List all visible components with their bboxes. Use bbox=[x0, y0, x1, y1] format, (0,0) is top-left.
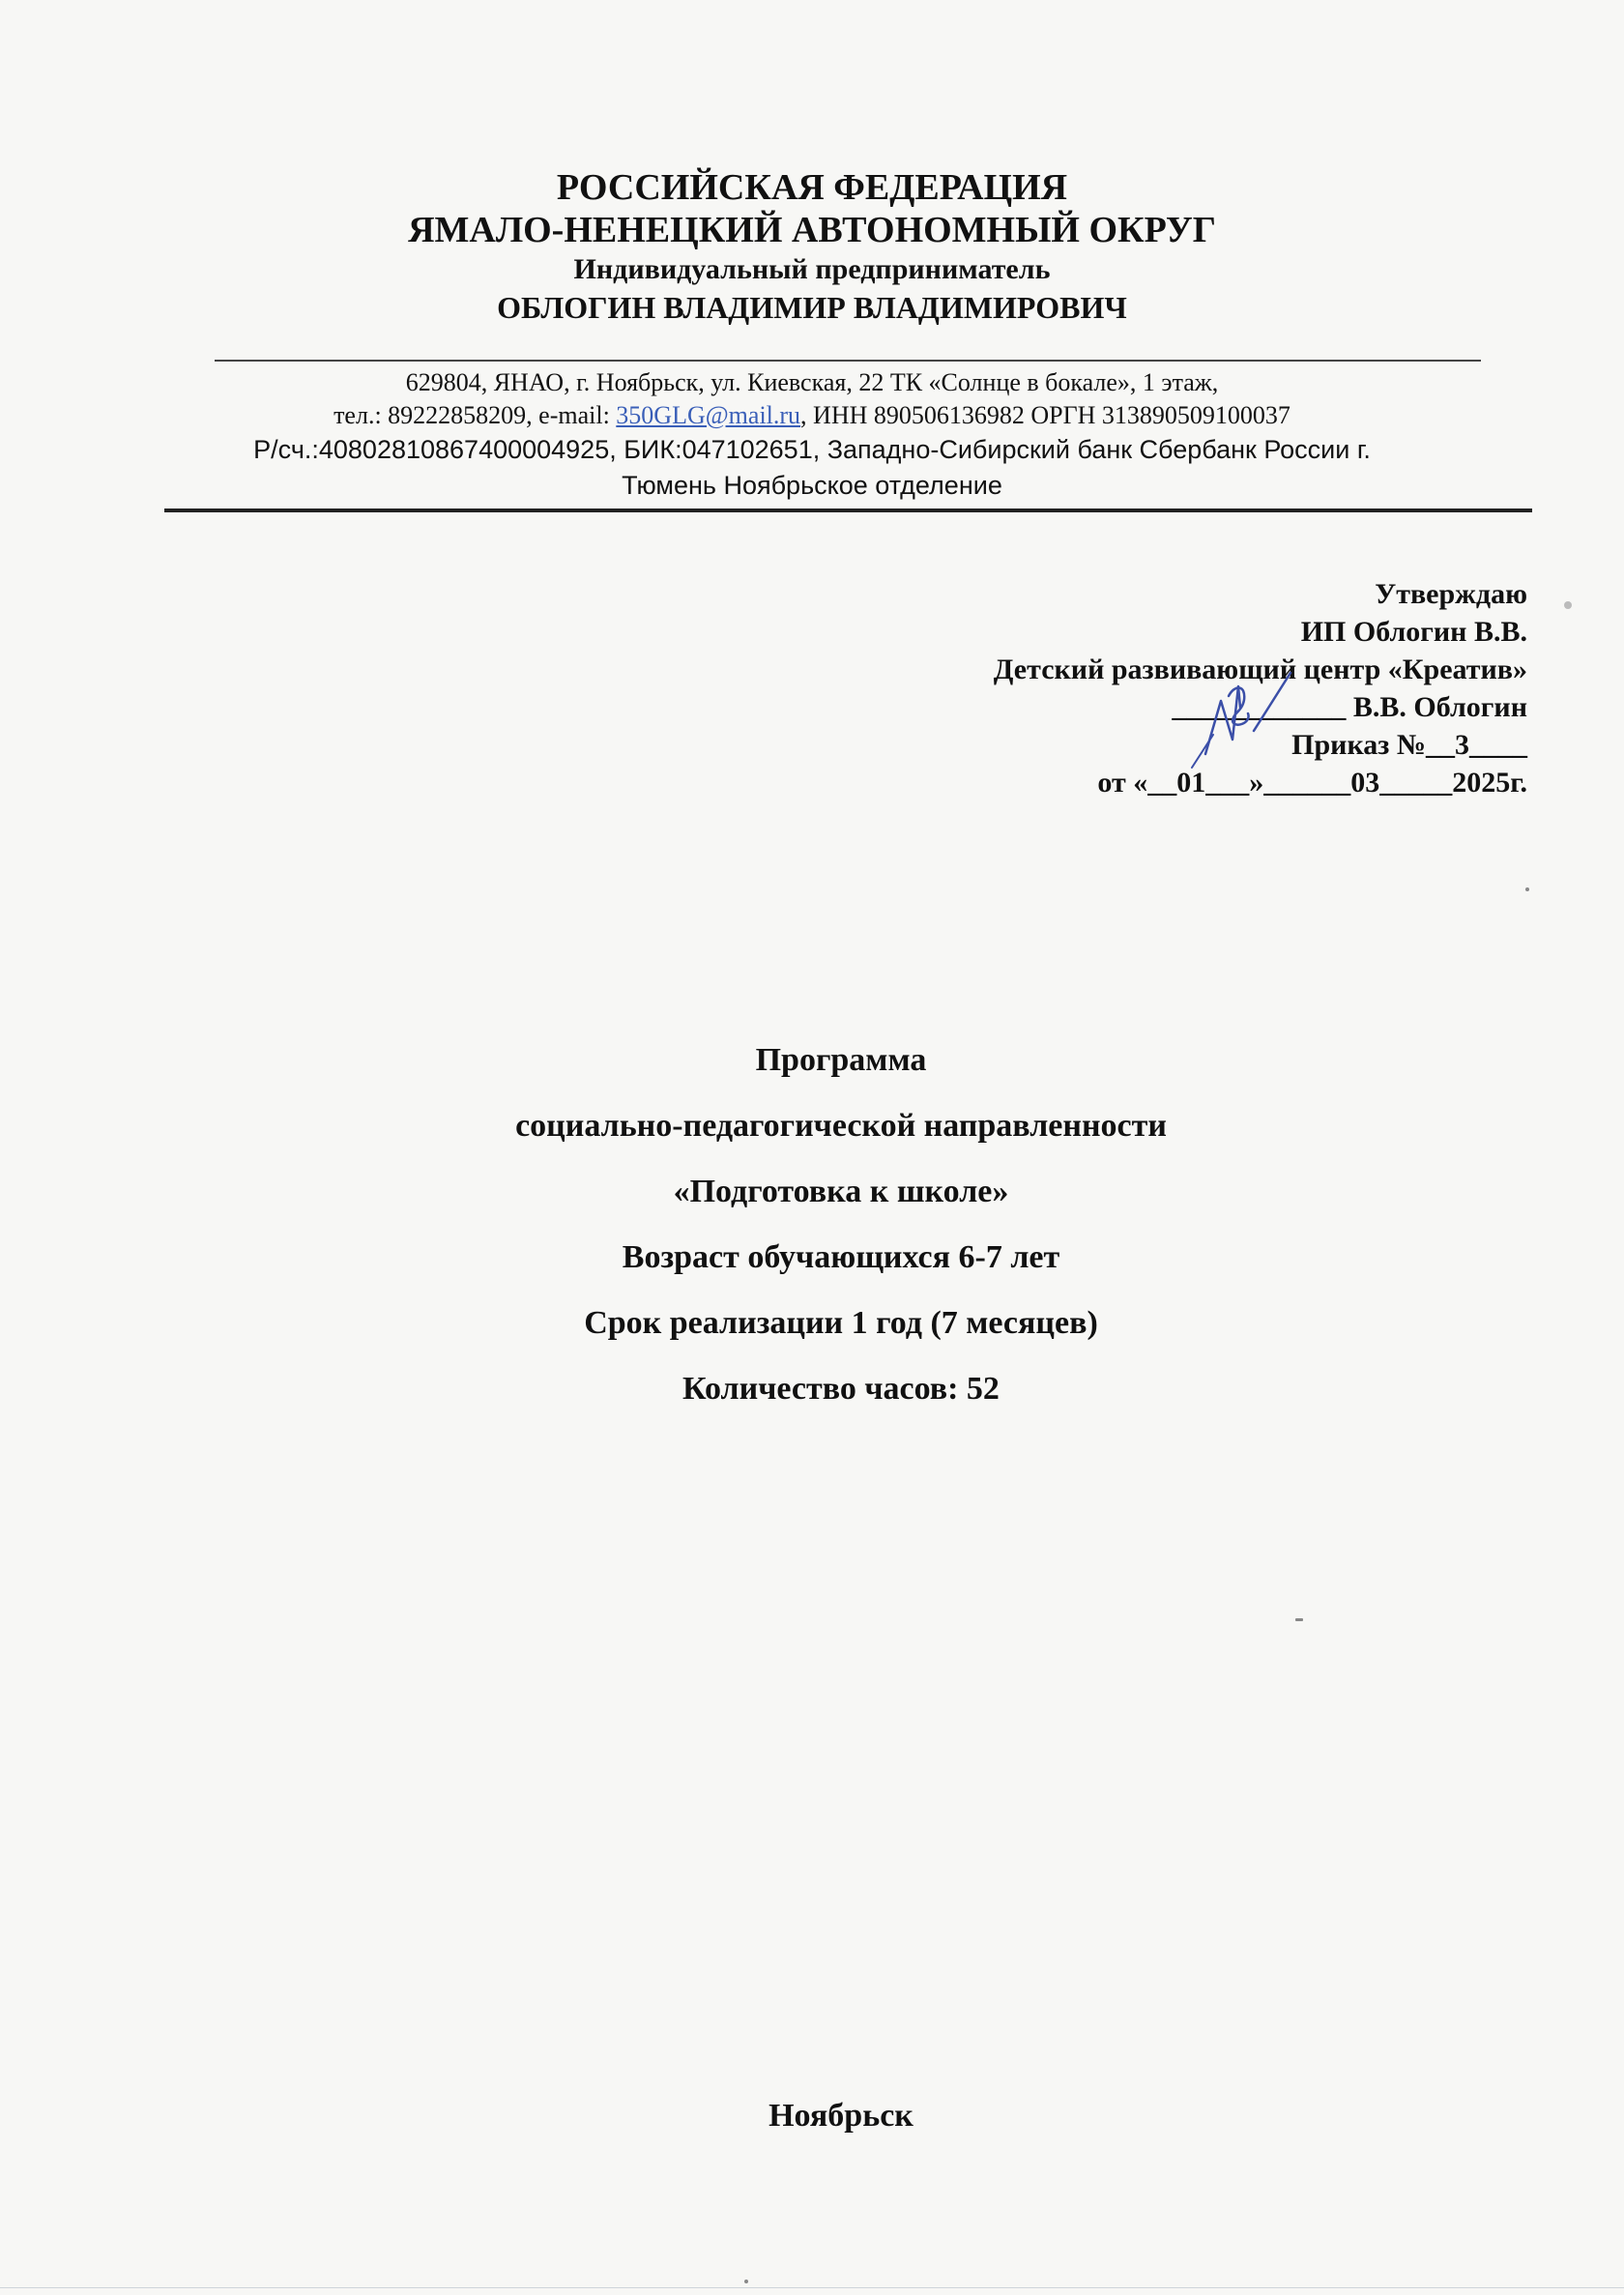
scan-speck bbox=[744, 2280, 748, 2283]
contact-phone: тел.: 89222858209, e-mail: bbox=[334, 401, 617, 429]
contact-phone-email-line bbox=[0, 401, 1624, 430]
program-title: Программа bbox=[755, 1042, 927, 1078]
scan-speck bbox=[1295, 1618, 1303, 1621]
approval-date: от «__01___»______03_____2025г. bbox=[1097, 767, 1527, 799]
approval-word: Утверждаю bbox=[1375, 578, 1527, 610]
approval-order-number: Приказ №__3____ bbox=[1291, 729, 1527, 761]
contact-ids: , ИНН 890506136982 ОРГН 313890509100037 bbox=[800, 401, 1290, 429]
program-age: Возраст обучающихся 6-7 лет bbox=[622, 1239, 1060, 1275]
program-direction: социально-педагогической направленности bbox=[515, 1108, 1167, 1144]
header-entity-type: Индивидуальный предприниматель bbox=[573, 253, 1051, 285]
header-divider-thick bbox=[164, 508, 1532, 512]
approval-approver: ИП Облогин В.В. bbox=[1300, 616, 1527, 648]
approval-center: Детский развивающий центр «Креатив» bbox=[993, 654, 1527, 685]
contact-bank-line-1: Р/сч.:40802810867400004925, БИК:047102651, Западно-Сибирский банк Сбербанк России г. bbox=[253, 435, 1371, 464]
header-divider-thin bbox=[215, 360, 1481, 362]
page-bottom-edge bbox=[0, 2287, 1624, 2288]
program-duration: Срок реализации 1 год (7 месяцев) bbox=[584, 1305, 1098, 1341]
approval-signature-line: ____________ В.В. Облогин bbox=[1172, 691, 1527, 723]
header-owner-name: ОБЛОГИН ВЛАДИМИР ВЛАДИМИРОВИЧ bbox=[497, 290, 1127, 325]
program-hours: Количество часов: 52 bbox=[682, 1371, 1000, 1407]
header-country: РОССИЙСКАЯ ФЕДЕРАЦИЯ bbox=[556, 167, 1068, 208]
contact-email-link[interactable]: 350GLG@mail.ru bbox=[616, 401, 801, 429]
footer-city: Ноябрьск bbox=[768, 2098, 914, 2134]
scan-speck bbox=[1525, 887, 1529, 891]
header-region: ЯМАЛО-НЕНЕЦКИЙ АВТОНОМНЫЙ ОКРУГ bbox=[408, 210, 1216, 250]
program-name: «Подготовка к школе» bbox=[673, 1174, 1009, 1209]
contact-bank-line-2: Тюмень Ноябрьское отделение bbox=[622, 471, 1002, 500]
contact-address: 629804, ЯНАО, г. Ноябрьск, ул. Киевская, 22 ТК «Солнце в бокале», 1 этаж, bbox=[405, 368, 1219, 396]
handwritten-signature bbox=[1174, 667, 1320, 773]
scan-speck bbox=[1564, 601, 1572, 609]
